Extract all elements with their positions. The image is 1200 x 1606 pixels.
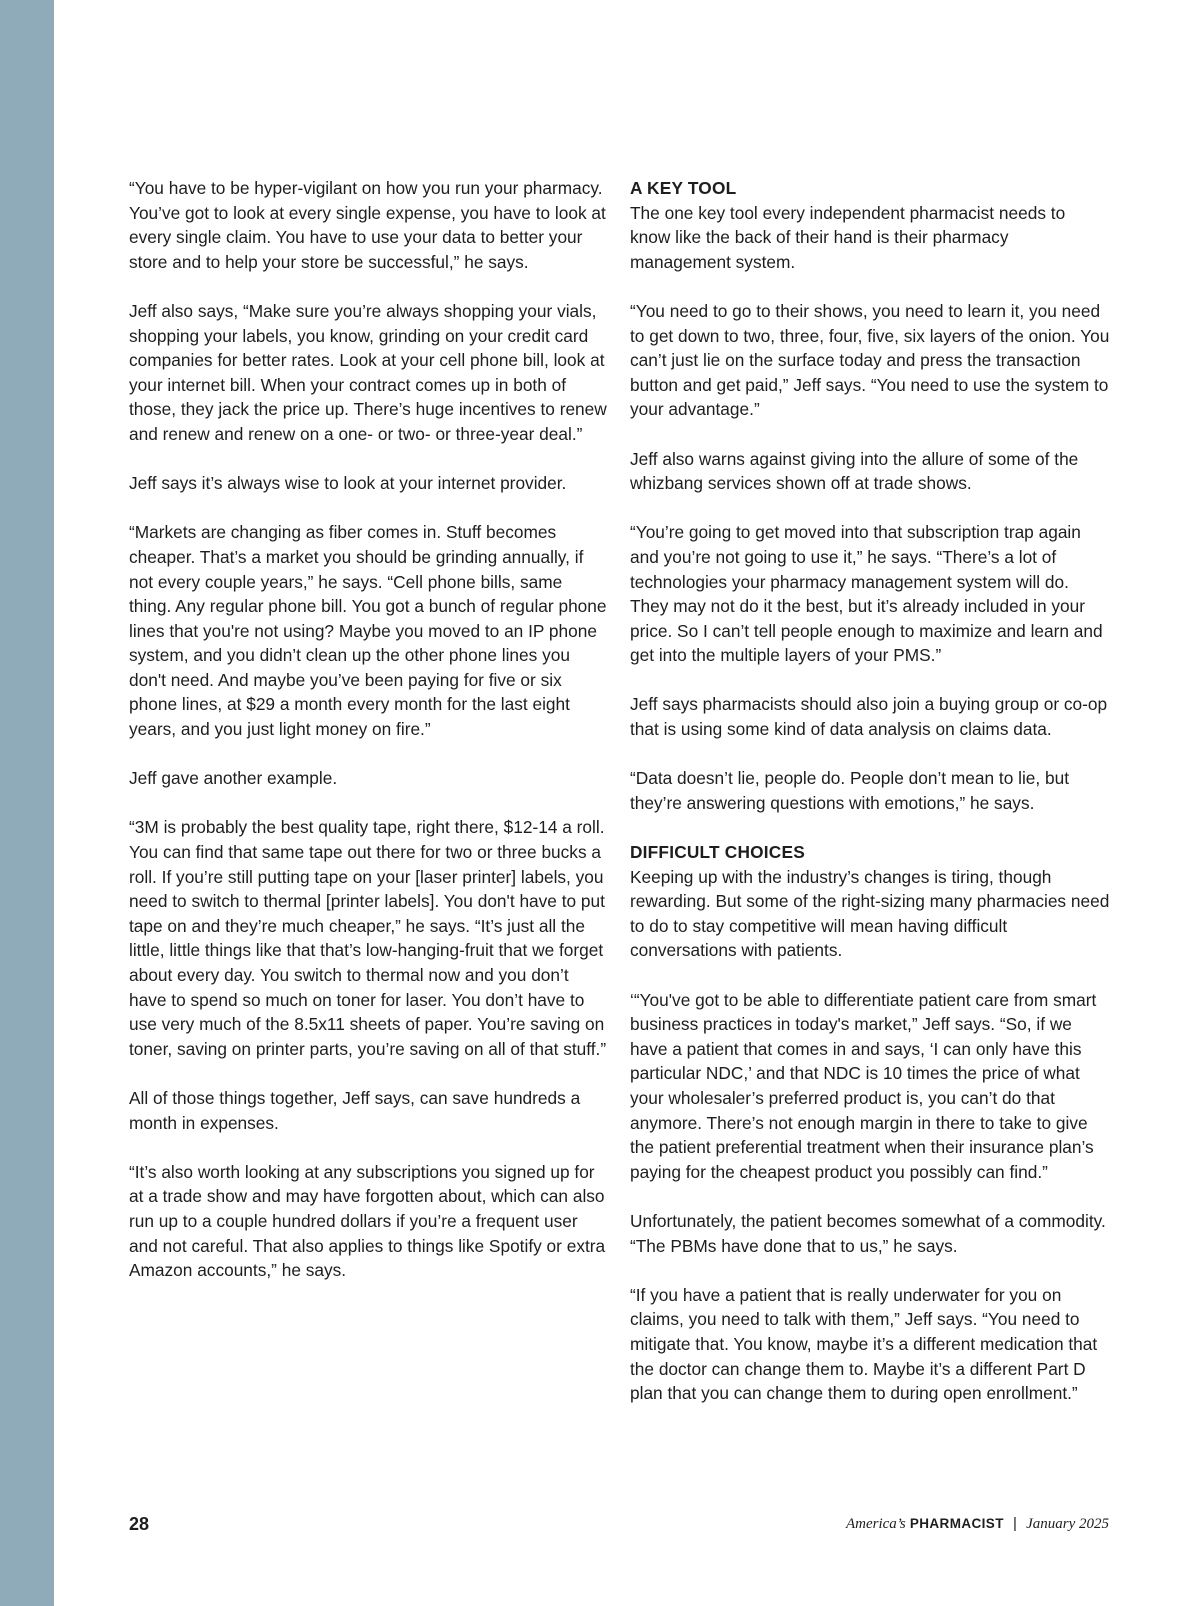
- paragraph: Jeff says pharmacists should also join a buying group or co-op that is using some kind of data analysis on claims data.: [630, 694, 1108, 740]
- issue-date: January 2025: [1026, 1516, 1109, 1532]
- paragraph: Jeff also warns against giving into the allure of some of the whizbang services shown off at trade shows.: [630, 448, 1079, 494]
- page-number: 28: [129, 1514, 150, 1534]
- left-column: [129, 176, 607, 1307]
- paragraph: The one key tool every independent pharmacist needs to know like the back of their hand is their pharmacy management system.: [630, 202, 1066, 272]
- paragraph: “You’re going to get moved into that subscription trap again and you’re not going to use it,” he says. “There’s a lot of technologies your pharmacy management system will do. They may not do it the best, but it’s already included in your price. So I can’t tell people enough to maximize and learn and get into the multiple layers of your PMS.”: [630, 522, 1103, 666]
- footer-separator: |: [1013, 1515, 1017, 1532]
- paragraph: “Markets are changing as fiber comes in. Stuff becomes cheaper. That’s a market you should be grinding annually, if not every couple years,” he says. “Cell phone bills, same thing. Any regular phone bill. You got a bunch of regular phone lines that you're not using? Maybe you moved to an IP phone system, and you didn’t clean up the other phone lines you don't need. And maybe you’ve been paying for five or six phone lines, at $29 a month every month for the last eight years, and you just light money on fire.”: [129, 522, 607, 740]
- paragraph: Jeff also says, “Make sure you’re always shopping your vials, shopping your labels, you know, grinding on your credit card companies for better rates. Look at your cell phone bill, look at your internet bill. When your contract comes up in both of those, they jack the price up. There’s huge incentives to renew and renew and renew on a one- or two- or three-year deal.”: [129, 300, 607, 444]
- right-column: [630, 176, 1110, 1430]
- paragraph: “You have to be hyper-vigilant on how you run your pharmacy. You’ve got to look at every single expense, you have to look at every single claim. You have to use your data to better your store and to help your store be successful,” he says.: [129, 178, 606, 272]
- section-heading-key-tool: A KEY TOOL: [630, 178, 737, 198]
- paragraph: “You need to go to their shows, you need to learn it, you need to get down to two, three, four, five, six layers of the onion. You can’t just lie on the surface today and press the transaction button and get paid,” Jeff says. “You need to use the system to your advantage.”: [630, 300, 1110, 420]
- paragraph: ‘“You've got to be able to differentiate patient care from smart business practices in today's market,” Jeff says. “So, if we have a patient that comes in and says, ‘I can only have this particular NDC,’ and that NDC is 10 times the price of what your wholesaler’s preferred product is, you can’t do that anymore. There’s not enough margin in there to take to give the patient preferential treatment when their insurance plan’s paying for the cheapest product you possibly can find.”: [630, 989, 1097, 1182]
- paragraph: Jeff gave another example.: [129, 768, 338, 789]
- section-heading-difficult-choices: DIFFICULT CHOICES: [630, 842, 805, 863]
- paragraph: “Data doesn’t lie, people do. People don’t mean to lie, but they’re answering questions with emotions,” he says.: [630, 768, 1070, 813]
- paragraph: “3M is probably the best quality tape, right there, $12-14 a roll. You can find that same tape out there for two or three bucks a roll. If you’re still putting tape on your [laser printer] labels, you need to switch to thermal [printer labels]. You don't have to put tape on and they’re much cheaper,” he says. “It’s just all the little, little things like that that’s low-hanging-fruit that we forget about every day. You switch to thermal now and you don’t have to spend so much on toner for laser. You don’t have to use very much of the 8.5x11 sheets of paper. You’re saving on toner, saving on printer parts, you’re saving on all of that stuff.”: [129, 817, 607, 1059]
- paragraph: Jeff says it’s always wise to look at your internet provider.: [129, 473, 567, 494]
- paragraph: Keeping up with the industry’s changes is tiring, though rewarding. But some of the right-sizing many pharmacies need to do to stay competitive will mean having difficult conversations with patients.: [630, 866, 1110, 961]
- paragraph: All of those things together, Jeff says, can save hundreds a month in expenses.: [129, 1087, 581, 1133]
- magazine-masthead: [846, 1512, 1109, 1536]
- paragraph: “It’s also worth looking at any subscriptions you signed up for at a trade show and may have forgotten about, which can also run up to a couple hundred dollars if you’re a frequent user and not careful. That also applies to things like Spotify or extra Amazon accounts,” he says.: [129, 1161, 606, 1281]
- magazine-name-italic: America’s: [845, 1516, 906, 1532]
- paragraph: Unfortunately, the patient becomes somewhat of a commodity. “The PBMs have done that to us,” he says.: [630, 1210, 1106, 1256]
- magazine-name-bold: PHARMACIST: [909, 1516, 1004, 1531]
- paragraph: “If you have a patient that is really underwater for you on claims, you need to talk with them,” Jeff says. “You need to mitigate that. You know, maybe it’s a different medication that the doctor can change them to. Maybe it’s a different Part D plan that you can change them to during open enrollment.”: [630, 1284, 1098, 1404]
- page-footer: [129, 1512, 1109, 1536]
- left-color-bar: [0, 0, 54, 1606]
